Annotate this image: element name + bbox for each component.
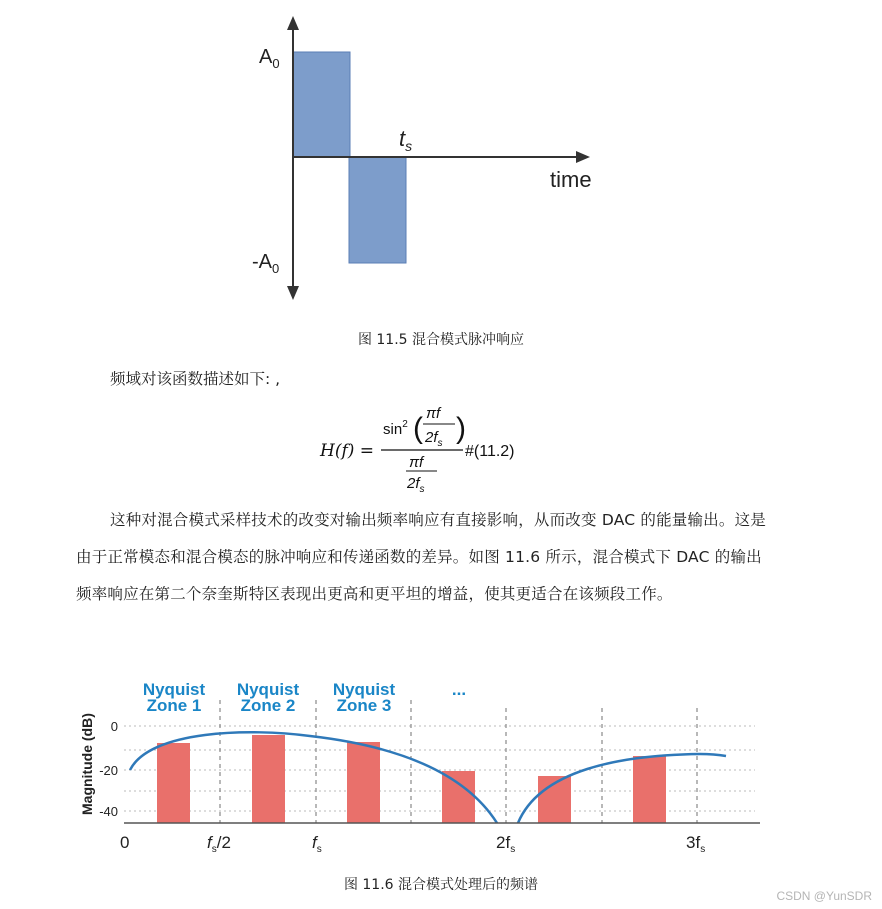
band-zone1 [157, 743, 190, 823]
positive-pulse-bar [293, 52, 350, 157]
zone2-line2: Zone 2 [240, 696, 296, 715]
inner-denominator: $2f_s$ [425, 429, 443, 449]
figure-11-5-caption: 图 11.5 混合模式脉冲响应 [357, 332, 525, 348]
denominator-numerator: πf [409, 454, 424, 471]
left-paren: ( [413, 412, 423, 445]
denominator-denominator: $2f_s$ [407, 475, 425, 495]
band-zone4 [442, 771, 475, 823]
zone1-line1: Nyquist [142, 680, 206, 699]
xtick-3fs: $3f_s$ [686, 833, 706, 855]
time-label: time [550, 167, 592, 192]
equation-tag: #(11.2) [465, 443, 515, 460]
equation-11-2 [0, 398, 882, 498]
lead-text: 频域对该函数描述如下: , [110, 370, 281, 388]
ts-label: $t_s$ [399, 126, 413, 154]
negative-pulse-bar [349, 157, 406, 263]
band-zone3 [347, 742, 380, 823]
csdn-watermark: CSDN @YunSDR [776, 889, 872, 903]
figure-11-6-caption: 图 11.6 混合模式处理后的频谱 [343, 877, 539, 893]
xtick-fs: $f_s$ [312, 833, 322, 855]
impulse-response-figure [0, 0, 882, 310]
zone-ellipsis: ... [451, 680, 467, 699]
band-zone2 [252, 735, 285, 823]
numerator-sin: $\sin^2$ [383, 419, 408, 438]
zone3-line1: Nyquist [332, 680, 396, 699]
zone3-line2: Zone 3 [336, 696, 392, 715]
right-paren: ) [456, 412, 466, 445]
xtick-fs-half: $f_s/2$ [207, 833, 231, 855]
neg-a0-label: $-A_0$ [252, 251, 280, 276]
xtick-2fs: $2f_s$ [496, 833, 516, 855]
zone1-line2: Zone 1 [146, 696, 202, 715]
amplitude-axis-up-arrow [287, 16, 299, 30]
amplitude-axis-down-arrow [287, 286, 299, 300]
xtick-0: 0 [120, 833, 130, 852]
band-zone6 [633, 756, 666, 823]
ytick-minus20: -20 [99, 763, 118, 778]
a0-label: $A_0$ [259, 46, 280, 71]
ytick-minus40: -40 [99, 804, 118, 819]
body-paragraph: 这种对混合模式采样技术的改变对输出频率响应有直接影响，从而改变 DAC 的能量输出。这是由于正常模态和混合模态的脉冲响应和传递函数的差异。如图 11.6 所示，混合模式下 DAC 的输出频率响应在第二个奈奎斯特区表现出更高和更平坦的增益，使其更适合在该频段工作。 [76, 511, 766, 603]
spectrum-figure [0, 670, 882, 870]
zone2-line1: Nyquist [236, 680, 300, 699]
y-axis-label: Magnitude (dB) [79, 713, 95, 815]
ytick-0: 0 [110, 719, 118, 734]
inner-numerator: πf [426, 405, 441, 422]
time-axis-arrow [576, 151, 590, 163]
equation-lhs: H(f) = [320, 441, 375, 461]
